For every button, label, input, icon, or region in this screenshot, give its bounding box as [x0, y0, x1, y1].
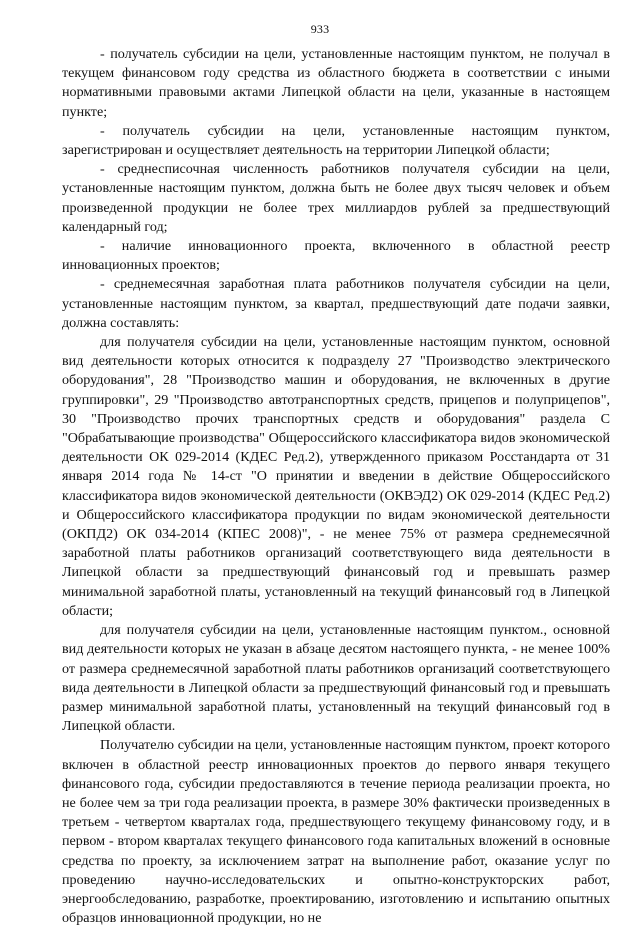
document-body — [62, 45, 610, 928]
paragraph-condition-innovation-project: - наличие инновационного проекта, включенного в областной реестр инновационных проектов; — [62, 238, 610, 274]
paragraph-subsidy-terms: Получателю субсидии на цели, установленные настоящим пунктом, проект которого включен в областной реестр инновационных проектов до первого января текущего финансового года, субсидии предоставляются в течение периода реализации проекта, но не более чем за три года реализации проекта, в размере 30% фактически произведенных в третьем - четвертом кварталах года, предшествующего текущему финансовому году, и в первом - втором кварталах текущего финансового года капитальных вложений в основные средства по проекту, за исключением затрат на выполнение работ, оказание услуг по проведению научно-исследовательских и опытно-конструкторских работ, энергообследованию, разработке, проектированию, изготовлению и испытанию опытных образцов инновационной продукции, но не — [62, 737, 610, 927]
paragraph-condition-registration: - получатель субсидии на цели, установленные настоящим пунктом, зарегистрирован и осуществляет деятельность на территории Липецкой области; — [62, 122, 610, 159]
paragraph-salary-manufacturing: для получателя субсидии на цели, установленные настоящим пунктом, основной вид деятельности которых относится к подразделу 27 "Производство электрического оборудования", 28 "Производство машин и оборудования, не включенных в другие группировки", 29 "Производство автотранспортных средств, прицепов и полуприцепов", 30 "Производство прочих транспортных средств и оборудования" раздела C "Обрабатывающие производства" Общероссийского классификатора видов экономической деятельности ОК 029-2014 (КДЕС Ред.2), утвержденного приказом Росстандарта от 31 января 2014 года № 14-ст "О принятии и введении в действие Общероссийского классификатора видов экономической деятельности (ОКВЭД2) ОК 029-2014 (КДЕС Ред.2) и Общероссийского классификатора продукции по видам экономической деятельности (ОКПД2) ОК 034-2014 (КПЕС 2008)", - не менее 75% от размера среднемесячной заработной платы работников организаций соответствующего вида деятельности в Липецкой области за предшествующий финансовый год и превышать размер минимальной заработной платы, установленный на текущий финансовый год в Липецкой области; — [62, 334, 610, 619]
page-number: 933 — [310, 22, 330, 36]
paragraph-condition-salary: - среднемесячная заработная плата работников получателя субсидии на цели, установленные настоящим пунктом, за квартал, предшествующий дате подачи заявки, должна составлять: — [62, 276, 610, 331]
paragraph-condition-no-other-funding: - получатель субсидии на цели, установленные настоящим пунктом, не получал в текущем финансовом году средства из областного бюджета в соответствии с иными нормативными правовыми актами Липецкой области на цели, указанные в настоящем пункте; — [62, 46, 610, 120]
paragraph-condition-headcount: - среднесписочная численность работников получателя субсидии на цели, установленные настоящим пунктом, должна быть не более двух тысяч человек и объем произведенной продукции не более трех миллиардов рублей за предшествующий календарный год; — [62, 161, 610, 235]
paragraph-salary-other: для получателя субсидии на цели, установленные настоящим пунктом., основной вид деятельности которых не указан в абзаце десятом настоящего пункта, - не менее 100% от размера среднемесячной заработной платы работников организаций соответствующего вида деятельности в Липецкой области за предшествующий финансовый год и превышать размер минимальной заработной платы, установленный на текущий финансовый год в Липецкой области. — [62, 622, 610, 735]
